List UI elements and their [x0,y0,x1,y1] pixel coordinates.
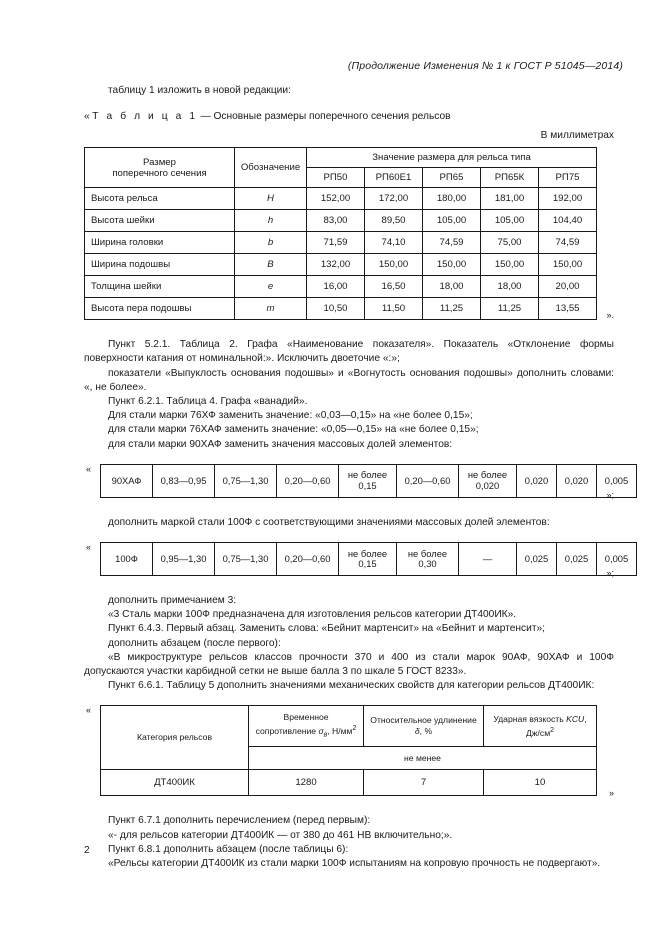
paragraph-note3: «3 Сталь марки 100Ф предназначена для изготовления рельсов категории ДТ400ИК». [108,609,517,621]
cell-100f-2-l1: 0,75—1,30 [222,552,269,564]
table5-header-row [101,706,597,747]
cell-90haf-2 [215,464,277,497]
cell-100f-0-l1: 100Ф [115,552,138,564]
table5-header-elongation [364,706,484,747]
table5-quote-open: « [86,705,92,716]
paragraph-76hf: Для стали марки 76ХФ заменить значение: «0,03—0,15» на «не более 0,15»; [108,410,473,422]
table1-caption-prefix: «Т а б л и ц а 1 [84,111,198,123]
cell-100f-4-l2: 0,15 [358,558,377,570]
table1-caption-rest: — Основные размеры поперечного сечения рельсов [197,111,451,123]
cell-90haf-4-l2: 0,15 [358,479,377,491]
cell-90haf-8-l1: 0,020 [564,474,589,486]
paragraph-microstructure: «В микроструктуре рельсов классов прочности 370 и 400 из стали марок 90АФ, 90ХАФ и 100Ф допускаются участки карбидной сетки не выше балла 3 по шкале 5 ГОСТ 8233». [84,651,614,678]
cell-100f-1-l1: 0,95—1,30 [160,552,207,564]
table-mechanical-properties [100,705,597,796]
table-row [101,464,637,497]
table1-row4-val0: 16,00 [307,276,365,298]
table5-header-impact-l2: Дж/см [525,727,551,738]
table5-header-impact-l1pre: Ударная вязкость [493,714,567,725]
table1-row5-val2: 11,25 [423,298,481,320]
sigma-subscript: в [323,731,328,739]
cell-100f-0 [101,543,153,576]
table5-row-tensile: 1280 [249,770,364,796]
cell-90haf-0 [101,464,153,497]
paragraph-76haf: для стали марки 76ХАФ заменить значение: «0,05—0,15» на «не более 0,15»; [108,424,479,436]
table1-row2-symbol: b [235,232,307,254]
table1-row4-symbol: e [235,276,307,298]
table1-header-type-3: РП65К [481,168,539,188]
paragraph-6-6-1: Пункт 6.6.1. Таблицу 5 дополнить значениями механических свойств для категории рельсов ДТ400ИК: [108,680,595,692]
intro-line: таблицу 1 изложить в новой редакции: [108,85,291,96]
table-row [85,188,597,210]
cell-100f-3-l1: 0,20—0,60 [284,552,331,564]
table5-quote-close: » [608,788,614,799]
table1-head [85,148,597,188]
table5-header-impact-sup: 2 [550,727,555,735]
table-100f-wrapper [84,542,629,579]
table1-row0-val0: 152,00 [307,188,365,210]
table5-header-category: Категория рельсов [101,706,249,770]
running-header-note: (Продолжение Изменения № 1 к ГОСТ Р 51045—2014) [347,60,623,72]
table1-row3-val1: 150,00 [365,254,423,276]
table-90haf-wrapper [84,463,629,500]
kcu-symbol: KCU [566,714,585,725]
table1-row5-val4: 13,55 [539,298,597,320]
cell-100f-6-l1: — [482,552,493,564]
cell-100f-7 [517,543,557,576]
cell-90haf-0-l1: 90ХАФ [111,474,142,486]
table5-row-category: ДТ400ИК [101,770,249,796]
table1-header-group: Значение размера для рельса типа [307,148,597,168]
table1-row1-val0: 83,00 [307,210,365,232]
sigma-symbol: σ [318,726,324,737]
delta-symbol: δ [414,726,420,737]
cell-90haf-3 [277,464,339,497]
table1-row3-val4: 150,00 [539,254,597,276]
table1-row3-val3: 150,00 [481,254,539,276]
table-row [85,232,597,254]
table-100f-quote-open: « [86,542,92,553]
cell-90haf-9-l1: 0,005 [604,474,629,486]
paragraph-6-2-1: Пункт 6.2.1. Таблица 4. Графа «ванадий». [108,396,308,408]
table1-header-symbol: Обозначение [235,148,307,188]
table1-row2-val4: 74,59 [539,232,597,254]
table1-row5-val0: 10,50 [307,298,365,320]
table1-row5-symbol: m [235,298,307,320]
table5-header-impact-l1post: , [584,714,587,725]
cell-90haf-1-l1: 0,83—0,95 [160,474,207,486]
paragraph-6-7-1: Пункт 6.7.1 дополнить перечислением (перед первым): [108,815,371,827]
table1-row3-val2: 150,00 [423,254,481,276]
cell-90haf-5-l1: 0,20—0,60 [404,474,451,486]
table1-row3-name: Ширина подошвы [85,254,235,276]
table5-header-elongation-l1: Относительное удлинение [370,715,477,726]
table-90haf-composition [100,464,637,498]
table1-header-size-line1: Размер [143,156,176,168]
table5-row-impact: 10 [484,770,597,796]
cell-90haf-6-l2: 0,020 [475,479,500,491]
cell-90haf-1 [153,464,215,497]
cell-100f-5 [397,543,459,576]
table1-row0-val2: 180,00 [423,188,481,210]
paragraph-5-2-1-cont: показатели «Выпуклость основания подошвы» и «Вогнутость основания подошвы» дополнить словами: «, не более». [84,367,614,393]
paragraph-6-4-3-add: дополнить абзацем (после первого): [108,637,281,649]
table1-head-row-1 [85,148,597,168]
table1-header-size-line2: поперечного сечения [112,167,207,179]
table1-header-type-0: РП50 [307,168,365,188]
table5-row-elongation: 7 [364,770,484,796]
cell-90haf-8 [557,464,597,497]
cell-100f-1 [153,543,215,576]
table1-row3-val0: 132,00 [307,254,365,276]
cell-90haf-6 [459,464,517,497]
table1-body [85,188,597,320]
cell-100f-5-l2: 0,30 [418,558,437,570]
paragraph-6-8-1-add: «Рельсы категории ДТ400ИК из стали марки 100Ф испытаниям на копровую прочность не подвергают». [108,858,601,870]
paragraph-add-100f: дополнить маркой стали 100Ф с соответствующими значениями массовых долей элементов: [108,516,550,528]
table1-units: В миллиметрах [540,130,614,142]
table-90haf-quote-close: »; [606,489,614,500]
paragraph-5-2-1: Пункт 5.2.1. Таблица 2. Графа «Наименование показателя». Показатель «Отклонение формы поверхности катания от номинальной:». Исключить двоеточие «:»; [84,339,614,365]
table1-row4-val4: 20,00 [539,276,597,298]
table5-header-tensile-sup: 2 [352,725,357,733]
cell-100f-9-l1: 0,005 [604,552,629,564]
paragraph-note3-lead: дополнить примечанием 3: [108,595,237,607]
table1-row1-symbol: h [235,210,307,232]
cell-100f-2 [215,543,277,576]
cell-100f-6 [459,543,517,576]
table-90haf-quote-open: « [86,463,92,474]
table1-row2-val1: 74,10 [365,232,423,254]
table1-row1-val2: 105,00 [423,210,481,232]
table-row [101,770,597,796]
cell-90haf-7 [517,464,557,497]
table1-row0-name: Высота рельса [85,188,235,210]
table5-header-impact [484,706,597,747]
cell-100f-8-l1: 0,025 [564,552,589,564]
cell-90haf-4 [339,464,397,497]
table-main-dimensions [84,147,597,320]
cell-90haf-7-l1: 0,020 [524,474,549,486]
cell-100f-4 [339,543,397,576]
paragraph-6-7-1-item: «- для рельсов категории ДТ400ИК — от 380 до 461 НВ включительно;». [108,829,453,841]
table1-row4-val3: 18,00 [481,276,539,298]
table1-header-size [85,148,235,188]
table1-row5-name: Высота пера подошвы [85,298,235,320]
cell-100f-3 [277,543,339,576]
paragraph-90haf: для стали марки 90ХАФ заменить значения массовых долей элементов: [108,438,453,450]
cell-100f-8 [557,543,597,576]
paragraph-6-8-1: Пункт 6.8.1 дополнить абзацем (после таблицы 6): [108,843,349,855]
table-row [85,276,597,298]
table1-row3-symbol: B [235,254,307,276]
cell-90haf-5 [397,464,459,497]
table1-row4-name: Толщина шейки [85,276,235,298]
table1-row0-val1: 172,00 [365,188,423,210]
table5-header-tensile-l2pre: сопротивление [255,726,319,737]
table1-header-type-2: РП65 [423,168,481,188]
document-content [84,84,629,871]
table1-header-type-4: РП75 [539,168,597,188]
table1-row5-val1: 11,50 [365,298,423,320]
table1-row4-val1: 16,50 [365,276,423,298]
table5-header-tensile [249,706,364,747]
cell-90haf-9 [597,464,637,497]
table1-row1-name: Высота шейки [85,210,235,232]
table-row [85,298,597,320]
table1-header-type-1: РП60Е1 [365,168,423,188]
table-row [85,254,597,276]
paragraph-6-4-3: Пункт 6.4.3. Первый абзац. Заменить слова: «Бейнит мартенсит» на «Бейнит и мартенсит»; [108,623,545,635]
cell-100f-9 [597,543,637,579]
table1-row2-val0: 71,59 [307,232,365,254]
page-number: 2 [84,845,90,856]
table-row [101,543,637,576]
cell-100f-4-l1: не более [347,547,388,559]
cell-100f-5-l1: не более [407,547,448,559]
table1-row4-val2: 18,00 [423,276,481,298]
table1-caption [84,110,614,124]
table1-wrapper [84,147,614,320]
cell-90haf-3-l1: 0,20—0,60 [284,474,331,486]
table-row [85,210,597,232]
table-100f-quote-close: »; [606,568,614,579]
table5-header-tensile-l2post: , Н/мм [327,726,353,737]
cell-90haf-6-l1: не более [467,469,508,481]
table1-row1-val1: 89,50 [365,210,423,232]
table1-row1-val4: 104,40 [539,210,597,232]
table1-row0-symbol: H [235,188,307,210]
table-100f-composition [100,542,637,579]
table5-header-tensile-l1: Временное [283,712,329,723]
cell-90haf-4-l1: не более [347,469,388,481]
table1-row2-val3: 75,00 [481,232,539,254]
table1-row2-name: Ширина головки [85,232,235,254]
table1-row0-val4: 192,00 [539,188,597,210]
cell-90haf-2-l1: 0,75—1,30 [222,474,269,486]
table5-not-less: не менее [249,747,597,770]
table1-row1-val3: 105,00 [481,210,539,232]
table1-row2-val2: 74,59 [423,232,481,254]
table1-row5-val3: 11,25 [481,298,539,320]
table1-row0-val3: 181,00 [481,188,539,210]
table5-header-elongation-l2post: , % [419,726,433,737]
table1-closing-quote: ». [606,310,614,321]
table5-wrapper [84,705,614,799]
cell-100f-7-l1: 0,025 [524,552,549,564]
